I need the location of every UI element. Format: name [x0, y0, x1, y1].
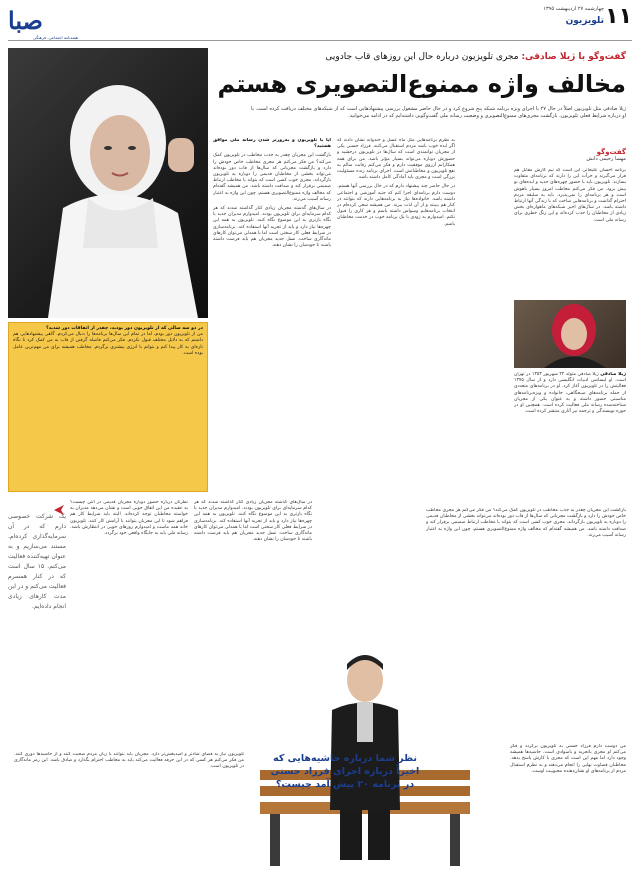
- interview-tag: گفت‌وگو: [596, 148, 626, 156]
- column-lower-left: نظرتان درباره حضور دوباره مجریان قدیمی در آنتن چیست؟ به عقیده من این اتفاق خوبی است و نشان می‌دهد مدیران به خواسته مخاطبان توجه کرده‌اند. البته باید شرایط کار هم فراهم شود تا این مجریان بتوانند با آرامش کار کنند. تلویزیون خانه همه ماست و امیدوارم روزهای خوبی در انتظارش باشد. رسانه ملی باید به جایگاه واقعی خود برگردد.: [70, 500, 188, 537]
- column-mid-right-text-2: در حال حاضر چند پیشنهاد دارم که در حال بررسی آنها هستم. دوست دارم برنامه‌ای اجرا کنم که جنبه آموزشی و اجتماعی داشته باشد. خانواده‌ها نیاز به برنامه‌هایی دارند که بتوانند در کنار هم ببینند و از آن لذت ببرند. من همیشه سعی کرده‌ام در انتخاب برنامه‌هایم وسواس داشته باشم و هر کاری را قبول نکنم. امیدوارم به زودی با یک برنامه خوب در خدمت مخاطبان باشم.: [337, 184, 455, 227]
- column-mid-left-text: بازگشت این مجریان چقدر به جذب مخاطب در تلویزیون کمک می‌کند؟ من فکر می‌کنم هر مجری مخاطب خاص خودش را دارد و بازگشت مجریانی که سال‌ها از قاب دور بوده‌اند می‌تواند بخشی از مخاطبان قدیمی را دوباره به تلویزیون بازگرداند. مجری خوب کسی است که بتواند با مخاطب ارتباط صمیمی برقرار کند و صداقت داشته باشد. من همیشه گفته‌ام که مخالف واژه ممنوع‌التصویری هستم، چون این واژه به اعتبار رسانه آسیب می‌زند.: [213, 153, 331, 202]
- column-mid-left: [213, 138, 331, 498]
- page-number: ۱۱: [605, 4, 632, 29]
- bio-box: [514, 372, 626, 500]
- column-mid-left-text-2: در سال‌های گذشته مجریان زیادی کنار گذاشته شدند که هر کدام سرمایه‌ای برای تلویزیون بودند. امیدوارم مدیران جدید با نگاه بازتری به این موضوع نگاه کنند. تلویزیون به همه این چهره‌ها نیاز دارد و باید از تجربه آنها استفاده کند. برنامه‌سازی در شرایط فعلی کار سختی است اما با همدلی می‌توان کارهای ماندگاری ساخت. نسل جدید مجریان هم باید فرصت داشته باشند تا خودشان را نشان دهند.: [213, 206, 331, 249]
- masthead-rule: [8, 40, 632, 41]
- logo-text: صبا: [8, 6, 43, 35]
- column-right-top: برنامه احسان علیخانی این است که تیم کارش مقابل هم قرار می‌گیرند و جرأت این را دارند که برنامه‌ای متفاوت بسازند. تلویزیون باید با حضور چهره‌های جدید و ایده‌های نو پیش برود. من فکر می‌کنم مخاطب امروز بسیار باهوش است و هر برنامه‌ای را نمی‌پذیرد. باید به سلیقه مردم احترام گذاشت و برنامه‌هایی ساخت که با زندگی آنها ارتباط داشته باشد. در سال‌های اخیر شبکه‌های ماهواره‌ای بخش زیادی از مخاطبان را جذب کرده‌اند و این زنگ خطری برای رسانه ملی است.: [514, 168, 626, 223]
- highlight-box-title: در دو سه سالی که از تلویزیون دور بودید، چقدر از اتفاقات دور شدید؟: [45, 326, 203, 331]
- highlight-box: [8, 322, 208, 492]
- bottom-left-text: تلویزیون نیاز به فضای شادتر و امیدبخش‌تر دارد. مجریان باید بتوانند با زبان مردم صحبت کنند و از حاشیه‌ها دوری کنند. من فکر می‌کنم هر کسی که در این حرفه فعالیت می‌کند باید به مخاطب احترام بگذارد و صادق باشد. این رمز ماندگاری در تلویزیون است.: [14, 752, 244, 770]
- question-1: آیا با تلویزیون و به‌روزتر شدن رسانه ملی موافق هستید؟: [213, 138, 331, 150]
- interview-credit: [556, 148, 626, 162]
- quote-arrow-icon: [54, 500, 64, 510]
- column-lower-mid: در سال‌های گذشته مجریان زیادی کنار گذاشته شدند که هر کدام سرمایه‌ای برای تلویزیون بودند. امیدوارم مدیران جدید با نگاه بازتری به این موضوع نگاه کنند. تلویزیون به همه این چهره‌ها نیاز دارد و باید از تجربه آنها استفاده کند. برنامه‌سازی در شرایط فعلی کار سختی است اما با همدلی می‌توان کارهای ماندگاری ساخت. نسل جدید مجریان هم باید فرصت داشته باشند تا خودشان را نشان دهند.: [194, 500, 312, 543]
- logo-subtitle: هفته‌نامه اجتماعی، فرهنگی: [33, 35, 78, 40]
- guest-illustration: [514, 300, 626, 368]
- article-lead: ژیلا صادقی مثل تلویزیون اصلاً در حال ۲۷ با اجرای ویژه برنامه شبکه پنج شروع کرد و در حال حاضر مشغول بررسی پیشنهادهایی است که از شبکه‌های مختلف دریافت کرده است. با او درباره شرایط فعلی تلویزیون، بازگشت مجری‌های ممنوع‌التصویری و وضعیت رسانه ملی گفت‌وگویی داشته‌ایم که در ادامه می‌خوانید.: [251, 106, 627, 119]
- bio-text: ژیلا صادقی متولد ۲۲ شهریور ۱۳۵۳ در تهران است. او لیسانس ادبیات انگلیسی دارد و از سال ۱۳۷۵ فعالیتش را در تلویزیون آغاز کرد. او در برنامه‌های متعددی از جمله برنامه‌های صبحگاهی، خانواده و ویژه‌برنامه‌های مناسبتی حضور داشته و به عنوان یکی از مجریان شناخته‌شده رسانه ملی فعالیت کرده است. همچنین او در حوزه نویسندگی و ترجمه نیز آثاری منتشر کرده است.: [514, 372, 626, 415]
- masthead-logo: [8, 6, 78, 38]
- side-note: یک شرکت خصوصی دارم که در آن سرمایه‌گذاری کرده‌ام. مستند می‌سازیم و به عنوان تهیه‌کننده فعالیت می‌کنم. ۱۵ سال است که در کنار همسرم فعالیت می‌کنم و در این مدت کارهای زیادی انجام داده‌ایم.: [8, 513, 66, 610]
- portrait-illustration: [8, 48, 208, 318]
- interview-author: مهسا رحیمی دانش: [586, 156, 626, 162]
- article-headline: مخالف واژه ممنوع‌التصویری هستم: [217, 70, 626, 98]
- portrait-photo: [8, 48, 208, 318]
- highlight-box-text: من از تلویزیون دور بودم، اما در تمام این سال‌ها برنامه‌ها را دنبال می‌کردم. گاهی پیشنهادهایی هم داشتم که به دلایل مختلف قبول نکردم. فکر می‌کنم فاصله گرفتن از قاب به من کمک کرد تا نگاه تازه‌ای به کار پیدا کنم و بتوانم با انرژی بیشتری برگردم. مخاطب همیشه برای من مهم‌ترین عامل بوده است.: [13, 332, 203, 356]
- guest-photo: [514, 300, 626, 368]
- column-mid-right: [337, 138, 455, 498]
- bio-title: ژیلا صادقی: [600, 372, 626, 377]
- article-kicker: [325, 52, 626, 62]
- column-lower-right: بازگشت این مجریان چقدر به جذب مخاطب در تلویزیون کمک می‌کند؟ من فکر می‌کنم هر مجری مخاطب خاص خودش را دارد و بازگشت مجریانی که سال‌ها از قاب دور بوده‌اند می‌تواند بخشی از مخاطبان قدیمی را دوباره به تلویزیون بازگرداند. مجری خوب کسی است که بتواند با مخاطب ارتباط صمیمی برقرار کند و صداقت داشته باشد. من همیشه گفته‌ام که مخالف واژه ممنوع‌التصویری هستم، چون این واژه به اعتبار رسانه آسیب می‌زند.: [426, 508, 626, 538]
- issue-date: چهارشنبه ۲۷ اردیبهشت ۱۳۹۵: [543, 6, 604, 12]
- right-box-text: من دوست دارم فرزاد حسنی به تلویزیون برگردد و فکر می‌کنم او مجری باتجربه و باسوادی است. حاشیه‌ها همیشه وجود دارد اما مهم این است که مجری با کارش پاسخ بدهد. مخاطبان قضاوت نهایی را انجام می‌دهند و به نظرم استقبال مردم از برنامه‌های او نشان‌دهنده محبوبیت اوست.: [510, 744, 626, 774]
- kicker-highlight: گفت‌وگو با ژیلا صادقی:: [521, 52, 626, 62]
- pull-quote: نظر شما درباره حاشیه‌هایی که اخیراً درباره اجرای فرزاد حسنی در برنامه ۲۰ پیش آمد چیست؟: [270, 753, 420, 790]
- column-mid-right-text: به نظرم برنامه‌هایی مثل ماه عسل و خندوانه نشان دادند که اگر ایده خوب باشد مردم استقبال می‌کنند. فرزاد حسنی یکی از مجریان توانمندی است که سال‌ها در تلویزیون درخشید و حضورش دوباره می‌تواند بسیار مؤثر باشد. من برای همه همکارانم آرزوی موفقیت دارم و فکر می‌کنم رقابت سالم به نفع تلویزیون و مخاطبانش است. اجرای برنامه زنده مسئولیت بزرگی است و مجری باید آمادگی کامل داشته باشد.: [337, 138, 455, 181]
- kicker-rest: مجری تلویزیون درباره حال این روزهای قاب جادویی: [325, 52, 519, 62]
- section-name: تلویزیون: [565, 16, 604, 26]
